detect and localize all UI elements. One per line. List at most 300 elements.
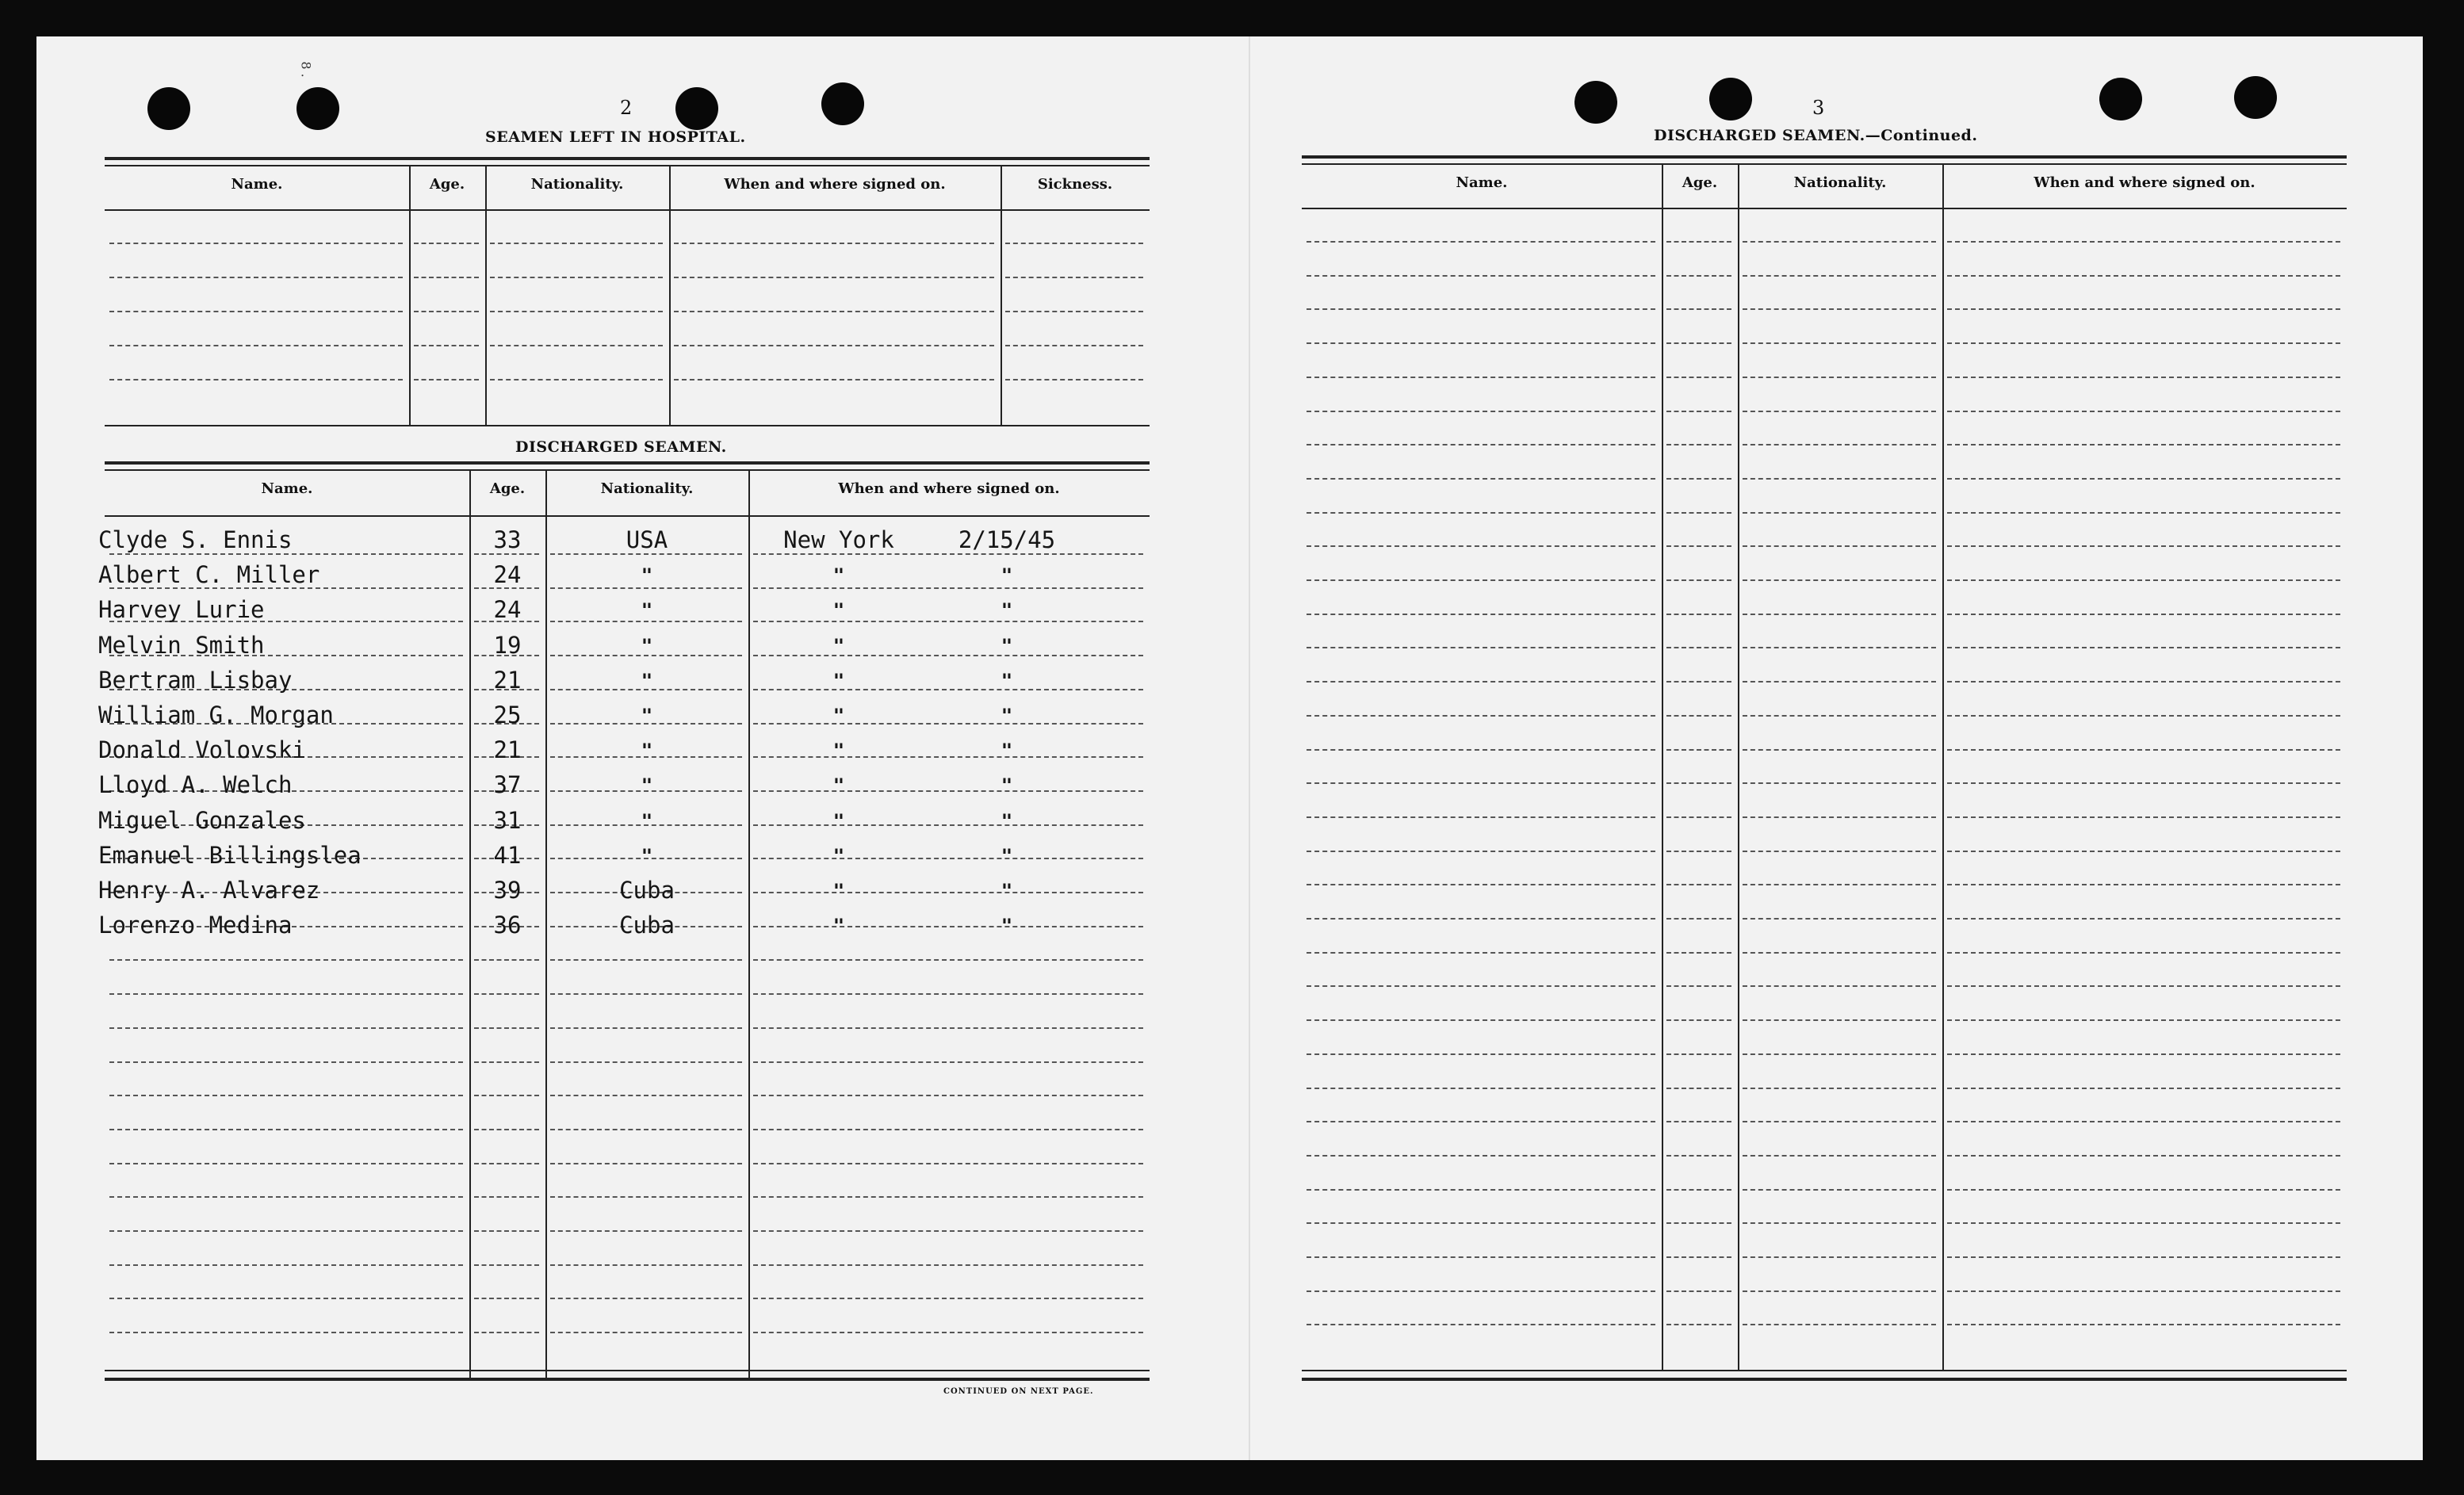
dotted-rule	[1947, 1222, 2340, 1224]
dotted-rule	[1947, 681, 2340, 682]
dotted-rule	[109, 1332, 463, 1333]
dotted-rule	[1666, 647, 1731, 648]
punch-hole	[2099, 78, 2142, 120]
hospital-col-header: Name.	[231, 176, 283, 193]
right-col-divider	[1662, 163, 1663, 1370]
row-age: 31	[493, 807, 522, 834]
dotted-rule	[550, 1061, 742, 1063]
dotted-rule	[474, 1230, 539, 1232]
dotted-rule	[1307, 681, 1655, 682]
dotted-rule	[1947, 985, 2340, 987]
dotted-rule	[1743, 884, 1936, 885]
dotted-rule	[1307, 1155, 1655, 1157]
dotted-rule	[1743, 579, 1936, 581]
row-age: 39	[493, 877, 522, 904]
dotted-rule	[550, 1163, 742, 1164]
dotted-rule	[1743, 614, 1936, 615]
dotted-rule	[474, 1095, 539, 1096]
dotted-rule	[550, 1129, 742, 1130]
dotted-rule	[1307, 411, 1655, 412]
dotted-rule	[1947, 952, 2340, 954]
dotted-rule	[1743, 478, 1936, 480]
row-place: "	[832, 880, 845, 902]
dotted-rule	[474, 993, 539, 995]
dotted-rule	[1666, 579, 1731, 581]
dotted-rule	[1666, 308, 1731, 310]
row-place: New York	[783, 526, 894, 553]
punch-hole	[1574, 81, 1617, 124]
row-age: 21	[493, 667, 522, 694]
row-place: "	[832, 670, 845, 692]
dotted-rule	[1743, 342, 1936, 344]
dotted-rule	[753, 1230, 1143, 1232]
row-name: Melvin Smith	[98, 632, 265, 659]
dotted-rule	[1307, 1121, 1655, 1122]
hospital-col-header: Nationality.	[530, 176, 624, 193]
dotted-rule	[109, 1196, 463, 1198]
row-date: "	[1001, 740, 1013, 762]
dotted-rule	[550, 1027, 742, 1029]
dotted-rule	[1307, 444, 1655, 445]
dotted-rule	[1666, 1053, 1731, 1055]
dotted-rule	[109, 993, 463, 995]
row-place: "	[832, 705, 845, 727]
dotted-rule	[1743, 681, 1936, 682]
dotted-rule	[550, 1230, 742, 1232]
dotted-rule	[490, 277, 663, 278]
dotted-rule	[1947, 275, 2340, 277]
dotted-rule	[1666, 545, 1731, 547]
dotted-rule	[753, 1196, 1143, 1198]
hospital-col-divider	[485, 165, 487, 425]
hospital-title: SEAMEN LEFT IN HOSPITAL.	[485, 128, 746, 146]
dotted-rule	[550, 553, 742, 555]
dotted-rule	[1666, 411, 1731, 412]
dotted-rule	[109, 1264, 463, 1266]
dotted-rule	[1743, 545, 1936, 547]
row-nationality: "	[641, 564, 653, 587]
dotted-rule	[414, 311, 479, 312]
dotted-rule	[1666, 985, 1731, 987]
dotted-rule	[109, 379, 403, 380]
dotted-rule	[1947, 1256, 2340, 1258]
right-title-main: DISCHARGED SEAMEN.	[1654, 127, 1865, 144]
dotted-rule	[1005, 345, 1143, 346]
row-name: Lloyd A. Welch	[98, 771, 293, 798]
page-number-right: 3	[1812, 97, 1825, 119]
row-nationality: "	[641, 670, 653, 692]
dotted-rule	[1307, 816, 1655, 818]
dotted-rule	[109, 1129, 463, 1130]
dotted-rule	[1947, 647, 2340, 648]
dotted-rule	[753, 1129, 1143, 1130]
row-place: "	[832, 740, 845, 762]
dotted-rule	[1947, 545, 2340, 547]
dotted-rule	[550, 1196, 742, 1198]
discharged-title: DISCHARGED SEAMEN.	[515, 438, 727, 456]
dotted-rule	[550, 1264, 742, 1266]
dotted-rule	[1947, 308, 2340, 310]
dotted-rule	[1743, 444, 1936, 445]
dotted-rule	[1743, 1189, 1936, 1191]
dotted-rule	[1947, 851, 2340, 852]
dotted-rule	[109, 1027, 463, 1029]
dotted-rule	[1307, 1053, 1655, 1055]
dotted-rule	[1307, 478, 1655, 480]
dotted-rule	[1307, 1290, 1655, 1292]
dotted-rule	[753, 1061, 1143, 1063]
dotted-rule	[1743, 241, 1936, 243]
dotted-rule	[109, 553, 463, 555]
right-col-header: When and where signed on.	[2034, 174, 2255, 191]
discharged-col-header: Age.	[489, 480, 526, 497]
row-age: 24	[493, 596, 522, 623]
row-place: "	[832, 564, 845, 587]
dotted-rule	[1743, 411, 1936, 412]
dotted-rule	[1666, 681, 1731, 682]
row-age: 19	[493, 632, 522, 659]
dotted-rule	[1947, 884, 2340, 885]
dotted-rule	[1743, 1088, 1936, 1089]
row-date: "	[1001, 564, 1013, 587]
hospital-col-divider	[409, 165, 411, 425]
dotted-rule	[1307, 1256, 1655, 1258]
dotted-rule	[490, 311, 663, 312]
row-name: Henry A. Alvarez	[98, 877, 320, 904]
dotted-rule	[109, 1061, 463, 1063]
dotted-rule	[1947, 478, 2340, 480]
dotted-rule	[1947, 342, 2340, 344]
dotted-rule	[1743, 715, 1936, 717]
row-place: "	[832, 635, 845, 657]
dotted-rule	[1947, 579, 2340, 581]
dotted-rule	[1947, 444, 2340, 445]
row-date: 2/15/45	[958, 526, 1056, 553]
dotted-rule	[1307, 918, 1655, 920]
hospital-col-header: Age.	[429, 176, 465, 193]
dotted-rule	[1947, 411, 2340, 412]
dotted-rule	[550, 1095, 742, 1096]
dotted-rule	[1307, 715, 1655, 717]
right-title	[1654, 127, 1977, 144]
row-nationality: "	[641, 810, 653, 832]
dotted-rule	[1307, 579, 1655, 581]
dotted-rule	[1947, 1155, 2340, 1157]
dotted-rule	[1743, 275, 1936, 277]
dotted-rule	[109, 1230, 463, 1232]
dotted-rule	[1666, 1222, 1731, 1224]
dotted-rule	[1743, 851, 1936, 852]
row-place: "	[832, 599, 845, 621]
document-sheet	[36, 36, 2423, 1460]
dotted-rule	[1666, 952, 1731, 954]
dotted-rule	[1307, 545, 1655, 547]
dotted-rule	[1307, 985, 1655, 987]
dotted-rule	[474, 1163, 539, 1164]
row-age: 24	[493, 561, 522, 588]
row-date: "	[1001, 599, 1013, 621]
row-date: "	[1001, 810, 1013, 832]
row-age: 37	[493, 771, 522, 798]
page-fold	[1249, 36, 1250, 1460]
dotted-rule	[1307, 1019, 1655, 1021]
dotted-rule	[550, 959, 742, 961]
dotted-rule	[474, 1332, 539, 1333]
dotted-rule	[1307, 884, 1655, 885]
dotted-rule	[109, 1298, 463, 1299]
dotted-rule	[474, 959, 539, 961]
dotted-rule	[1005, 277, 1143, 278]
dotted-rule	[1743, 1222, 1936, 1224]
dotted-rule	[109, 277, 403, 278]
dotted-rule	[1743, 918, 1936, 920]
dotted-rule	[1307, 275, 1655, 277]
dotted-rule	[1307, 1189, 1655, 1191]
dotted-rule	[550, 1298, 742, 1299]
row-name: Emanuel Billingslea	[98, 842, 362, 869]
dotted-rule	[109, 345, 403, 346]
dotted-rule	[1947, 1088, 2340, 1089]
dotted-rule	[1666, 1324, 1731, 1325]
dotted-rule	[109, 1095, 463, 1096]
row-nationality: "	[641, 599, 653, 621]
dotted-rule	[753, 1332, 1143, 1333]
dotted-rule	[674, 277, 994, 278]
dotted-rule	[550, 993, 742, 995]
continued-note: CONTINUED ON NEXT PAGE.	[943, 1387, 1094, 1396]
dotted-rule	[109, 243, 403, 244]
corner-mark: 8 .	[298, 61, 314, 78]
dotted-rule	[1947, 749, 2340, 751]
dotted-rule	[753, 1264, 1143, 1266]
dotted-rule	[1307, 241, 1655, 243]
right-col-divider	[1942, 163, 1944, 1370]
dotted-rule	[1743, 749, 1936, 751]
row-date: "	[1001, 915, 1013, 937]
dotted-rule	[1666, 1290, 1731, 1292]
row-name: Harvey Lurie	[98, 596, 265, 623]
dotted-rule	[674, 243, 994, 244]
dotted-rule	[1307, 851, 1655, 852]
row-name: Bertram Lisbay	[98, 667, 293, 694]
dotted-rule	[1307, 342, 1655, 344]
dotted-rule	[414, 277, 479, 278]
dotted-rule	[753, 959, 1143, 961]
dotted-rule	[550, 587, 742, 589]
right-title-suffix: —Continued.	[1865, 127, 1978, 144]
dotted-rule	[1743, 1256, 1936, 1258]
dotted-rule	[1743, 1053, 1936, 1055]
discharged-col-header: When and where signed on.	[838, 480, 1060, 497]
row-date: "	[1001, 880, 1013, 902]
dotted-rule	[1666, 918, 1731, 920]
dotted-rule	[1743, 1324, 1936, 1325]
row-date: "	[1001, 705, 1013, 727]
dotted-rule	[1666, 816, 1731, 818]
row-age: 41	[493, 842, 522, 869]
dotted-rule	[753, 1095, 1143, 1096]
dotted-rule	[1666, 342, 1731, 344]
dotted-rule	[1743, 1155, 1936, 1157]
dotted-rule	[1666, 241, 1731, 243]
row-nationality: "	[641, 740, 653, 762]
dotted-rule	[674, 311, 994, 312]
dotted-rule	[1743, 647, 1936, 648]
dotted-rule	[1666, 1088, 1731, 1089]
dotted-rule	[1005, 243, 1143, 244]
dotted-rule	[1947, 512, 2340, 514]
dotted-rule	[490, 243, 663, 244]
dotted-rule	[1947, 1290, 2340, 1292]
dotted-rule	[1307, 952, 1655, 954]
row-nationality: "	[641, 635, 653, 657]
row-date: "	[1001, 635, 1013, 657]
dotted-rule	[474, 1196, 539, 1198]
dotted-rule	[753, 1027, 1143, 1029]
dotted-rule	[550, 1332, 742, 1333]
dotted-rule	[1743, 308, 1936, 310]
dotted-rule	[1743, 782, 1936, 784]
dotted-rule	[1307, 647, 1655, 648]
dotted-rule	[753, 1163, 1143, 1164]
row-date: "	[1001, 774, 1013, 797]
dotted-rule	[1947, 1121, 2340, 1122]
dotted-rule	[1307, 512, 1655, 514]
dotted-rule	[1947, 614, 2340, 615]
dotted-rule	[1307, 308, 1655, 310]
dotted-rule	[753, 587, 1143, 589]
punch-hole	[1709, 78, 1752, 120]
discharged-col-divider	[748, 469, 750, 1378]
dotted-rule	[1666, 275, 1731, 277]
dotted-rule	[1947, 782, 2340, 784]
punch-hole	[821, 82, 864, 125]
row-place: "	[832, 774, 845, 797]
right-col-header: Age.	[1682, 174, 1718, 191]
dotted-rule	[474, 1027, 539, 1029]
row-age: 25	[493, 702, 522, 728]
dotted-rule	[474, 1129, 539, 1130]
dotted-rule	[1947, 241, 2340, 243]
dotted-rule	[474, 553, 539, 555]
dotted-rule	[109, 1163, 463, 1164]
punch-hole	[2234, 76, 2277, 119]
row-age: 36	[493, 912, 522, 939]
dotted-rule	[1743, 1290, 1936, 1292]
dotted-rule	[1743, 512, 1936, 514]
row-name: Lorenzo Medina	[98, 912, 293, 939]
dotted-rule	[1743, 816, 1936, 818]
dotted-rule	[1307, 782, 1655, 784]
dotted-rule	[1666, 1155, 1731, 1157]
dotted-rule	[1307, 1222, 1655, 1224]
row-age: 33	[493, 526, 522, 553]
dotted-rule	[1307, 377, 1655, 378]
dotted-rule	[1666, 512, 1731, 514]
dotted-rule	[474, 1298, 539, 1299]
discharged-col-header: Name.	[261, 480, 313, 497]
dotted-rule	[1307, 749, 1655, 751]
dotted-rule	[1005, 379, 1143, 380]
dotted-rule	[1947, 377, 2340, 378]
dotted-rule	[1666, 1189, 1731, 1191]
dotted-rule	[1666, 478, 1731, 480]
dotted-rule	[1947, 1324, 2340, 1325]
dotted-rule	[1666, 1121, 1731, 1122]
dotted-rule	[414, 243, 479, 244]
row-nationality: USA	[626, 526, 668, 553]
row-name: William G. Morgan	[98, 702, 334, 728]
dotted-rule	[1947, 1189, 2340, 1191]
dotted-rule	[414, 379, 479, 380]
dotted-rule	[1666, 782, 1731, 784]
dotted-rule	[1666, 1256, 1731, 1258]
row-nationality: "	[641, 705, 653, 727]
dotted-rule	[1743, 1019, 1936, 1021]
dotted-rule	[474, 1061, 539, 1063]
row-nationality: "	[641, 774, 653, 797]
dotted-rule	[1743, 377, 1936, 378]
row-age: 21	[493, 736, 522, 763]
dotted-rule	[1005, 311, 1143, 312]
row-nationality: "	[641, 845, 653, 867]
row-name: Miguel Gonzales	[98, 807, 306, 834]
right-col-divider	[1738, 163, 1739, 1370]
dotted-rule	[1307, 1324, 1655, 1325]
row-place: "	[832, 915, 845, 937]
punch-hole	[675, 87, 718, 130]
dotted-rule	[1743, 952, 1936, 954]
dotted-rule	[1666, 715, 1731, 717]
dotted-rule	[1666, 851, 1731, 852]
dotted-rule	[1666, 377, 1731, 378]
dotted-rule	[1666, 444, 1731, 445]
dotted-rule	[109, 311, 403, 312]
discharged-col-header: Nationality.	[600, 480, 694, 497]
row-name: Albert C. Miller	[98, 561, 320, 588]
hospital-col-divider	[669, 165, 671, 425]
dotted-rule	[1947, 1019, 2340, 1021]
dotted-rule	[1666, 884, 1731, 885]
dotted-rule	[1666, 749, 1731, 751]
dotted-rule	[674, 345, 994, 346]
dotted-rule	[1947, 715, 2340, 717]
page-number-left: 2	[620, 97, 633, 119]
dotted-rule	[753, 993, 1143, 995]
dotted-rule	[1947, 816, 2340, 818]
row-name: Donald Volovski	[98, 736, 306, 763]
dotted-rule	[1743, 1121, 1936, 1122]
dotted-rule	[1666, 614, 1731, 615]
dotted-rule	[674, 379, 994, 380]
dotted-rule	[1307, 1088, 1655, 1089]
dotted-rule	[490, 379, 663, 380]
dotted-rule	[1743, 985, 1936, 987]
row-nationality: Cuba	[619, 877, 675, 904]
row-date: "	[1001, 670, 1013, 692]
dotted-rule	[414, 345, 479, 346]
right-col-header: Nationality.	[1793, 174, 1887, 191]
dotted-rule	[109, 959, 463, 961]
dotted-rule	[474, 1264, 539, 1266]
row-nationality: Cuba	[619, 912, 675, 939]
dotted-rule	[490, 345, 663, 346]
row-date: "	[1001, 845, 1013, 867]
hospital-col-divider	[1001, 165, 1002, 425]
dotted-rule	[1947, 1053, 2340, 1055]
punch-hole	[147, 87, 190, 130]
row-place: "	[832, 810, 845, 832]
